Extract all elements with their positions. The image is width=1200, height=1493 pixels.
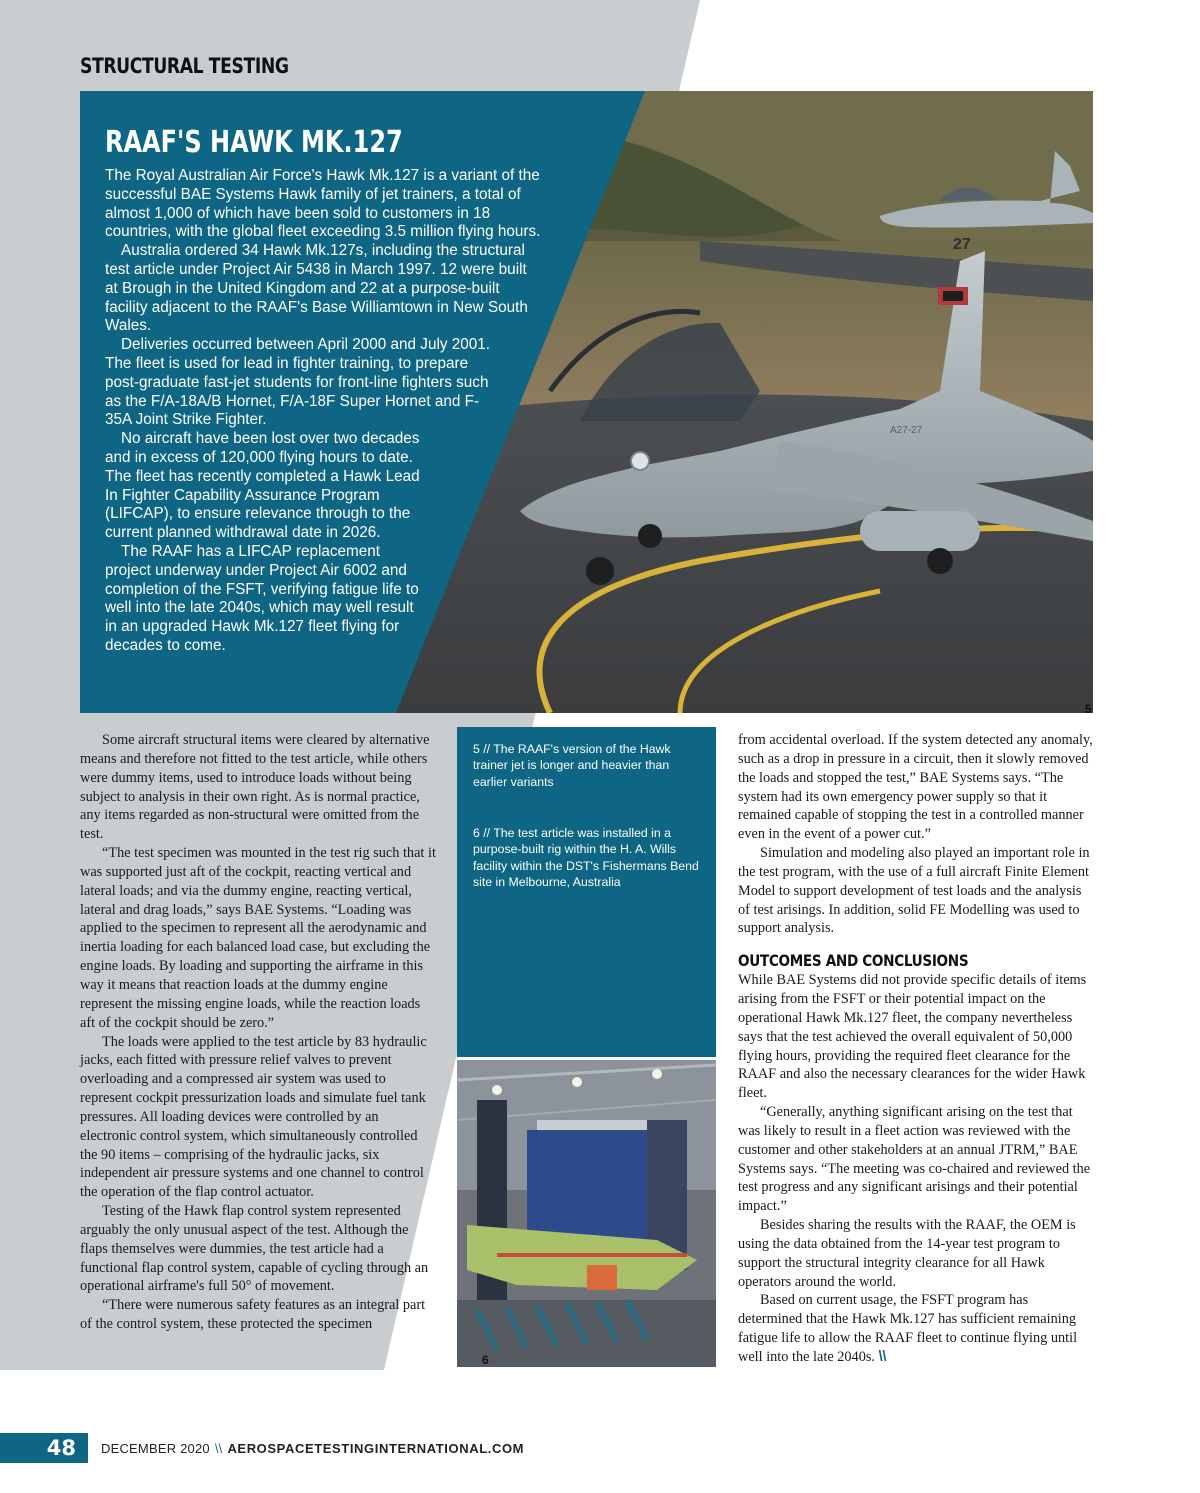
article-paragraph: While BAE Systems did not provide specific details of items arising from the FSFT or their potential impact on the operational Hawk Mk.127 fleet, the company nevertheless says that the test achieved the overall equivalent of 50,000 flying hours, providing the required fleet clearance for the RAAF and also the necessary clearances for the wider Hawk fleet. bbox=[738, 972, 1087, 1102]
test-rig-photo bbox=[457, 1060, 716, 1367]
sidebar-paragraph: Deliveries occurred between April 2000 and July 2001. The fleet is used for lead in fighter training, to prepare post-graduate fast-jet students for front-line fighters such as the F/A-18A/B Hornet, F/A-18F Super Hornet and F-35A Joint Strike Fighter. bbox=[105, 336, 491, 429]
sidebar-title: RAAF'S HAWK MK.127 bbox=[105, 125, 403, 160]
tail-number: 27 bbox=[953, 236, 971, 253]
section-label: STRUCTURAL TESTING bbox=[80, 54, 289, 78]
sidebar-paragraph: The RAAF has a LIFCAP replacement project underway under Project Air 6002 and completion of the FSFT, verifying fatigue life to well into the late 2040s, which may well result in an upgraded Hawk Mk.127 fleet flying for decades to come. bbox=[105, 542, 419, 654]
sidebar-paragraph: The Royal Australian Air Force's Hawk Mk.127 is a variant of the successful BAE Systems Hawk family of jet trainers, a total of almost 1,000 of which have been sold to customers in 18 countries, with the global fleet exceeding 3.5 million flying hours. bbox=[105, 167, 541, 241]
article-paragraph: Some aircraft structural items were cleared by alternative means and therefore not fitted to the test article, while others were dummy items, used to introduce loads without being subject to analysis in their own right. As is normal practice, any items regarded as non-structural were omitted from the test. bbox=[80, 732, 430, 843]
sidebar-paragraph: No aircraft have been lost over two decades and in excess of 120,000 flying hours to date. The fleet has recently completed a Hawk Lead In Fighter Capability Assurance Program (LIFCAP), to ensure relevance through to the current planned withdrawal date in 2026. bbox=[105, 430, 420, 542]
footer-text bbox=[101, 1441, 524, 1456]
article-paragraph: Besides sharing the results with the RAAF, the OEM is using the data obtained from the 14-year test program to support the structural integrity clearance for all Hawk operators around the world. bbox=[738, 1217, 1076, 1290]
sidebar-paragraph: Australia ordered 34 Hawk Mk.127s, including the structural test article under Project Air 5438 in March 1997. 12 were built at Brough in the United Kingdom and 22 at a purpose-built facility adjacent to the RAAF's Base Williamtown in New South Wales. bbox=[105, 242, 528, 335]
article-column-3 bbox=[738, 731, 1093, 1367]
aircraft-serial: A27-27 bbox=[890, 425, 923, 436]
page-footer bbox=[0, 1433, 1200, 1465]
end-mark: \\ bbox=[878, 1349, 887, 1365]
photo-number-5: 5 bbox=[1085, 702, 1092, 716]
article-paragraph: “Generally, anything significant arising on the test that was likely to result in a fleet action was reviewed with the customer and other stakeholders at an annual JTRM,” BAE Systems says. “The meeting was co-chaired and reviewed the test progress and any significant arisings and their potential impact.” bbox=[738, 1104, 1091, 1215]
article-final-text: Based on current usage, the FSFT program has determined that the Hawk Mk.127 has sufficient remaining fatigue life to allow the RAAF fleet to continue flying until well into the late 2040s. bbox=[738, 1292, 1078, 1365]
caption-5: 5 // The RAAF's version of the Hawk trainer jet is longer and heavier than earlier variants bbox=[473, 742, 671, 789]
caption-6: 6 // The test article was installed in a purpose-built rig within the H. A. Wills facility within the DST's Fishermans Bend site in Melbourne, Australia bbox=[473, 826, 699, 889]
website-link[interactable]: AEROSPACETESTINGINTERNATIONAL.COM bbox=[227, 1441, 525, 1456]
article-paragraph: from accidental overload. If the system detected any anomaly, such as a drop in pressure in a circuit, then it slowly removed the loads and stopped the test,” BAE Systems says. “The system had its own emergency power supply so that it remained capable of stopping the test in a controlled manner even in the event of a power cut.” bbox=[738, 732, 1093, 843]
article-paragraph: The loads were applied to the test article by 83 hydraulic jacks, each fitted with pressure relief valves to prevent overloading and a compressed air system was used to represent cockpit pressurization loads and simulate fuel tank pressures. All loading devices were controlled by an electronic control system, which simultaneously controlled the 90 items – comprising of the hydraulic jacks, six independent air pressure systems and one channel to control the operation of the flap control actuator. bbox=[80, 1033, 427, 1201]
sidebar-body bbox=[105, 167, 665, 656]
article-paragraph: Testing of the Hawk flap control system represented arguably the only unusual aspect of the test. Although the flaps themselves were dummies, the test article had a functional flap control system, capable of cycling through an operational airframe's full 50° of movement. bbox=[80, 1203, 429, 1295]
footer-separator: \\ bbox=[214, 1441, 223, 1456]
article-paragraph: “The test specimen was mounted in the test rig such that it was supported just aft of the cockpit, reacting vertical and lateral loads; and via the dummy engine, reacting vertical, lateral and drag loads,” says BAE Systems. “Loading was applied to the specimen to represent all the aerodynamic and inertia loading for each balanced load case, but excluding the engine loads. By loading and supporting the airframe in this way it means that reaction loads at the dummy engine represent the missing engine loads, while the reaction loads aft of the cockpit should be zero.” bbox=[80, 845, 436, 1031]
section-heading: OUTCOMES AND CONCLUSIONS bbox=[738, 951, 969, 971]
captions-panel bbox=[457, 727, 716, 1057]
photo-number-6: 6 bbox=[482, 1353, 489, 1367]
article-paragraph: “There were numerous safety features as an integral part of the control system, these protected the specimen bbox=[80, 1297, 426, 1333]
hero-photo-with-sidebar bbox=[80, 91, 1093, 713]
article-column-1 bbox=[80, 731, 437, 1334]
article-paragraph bbox=[738, 1291, 1093, 1366]
article-paragraph: Simulation and modeling also played an important role in the test program, with the use of a full aircraft Finite Element Model to support development of test loads and the analysis of test arisings. In addition, solid FE Modelling was used to support analysis. bbox=[738, 845, 1090, 937]
page-number: 48 bbox=[0, 1433, 88, 1463]
issue-date: DECEMBER 2020 bbox=[101, 1441, 210, 1456]
